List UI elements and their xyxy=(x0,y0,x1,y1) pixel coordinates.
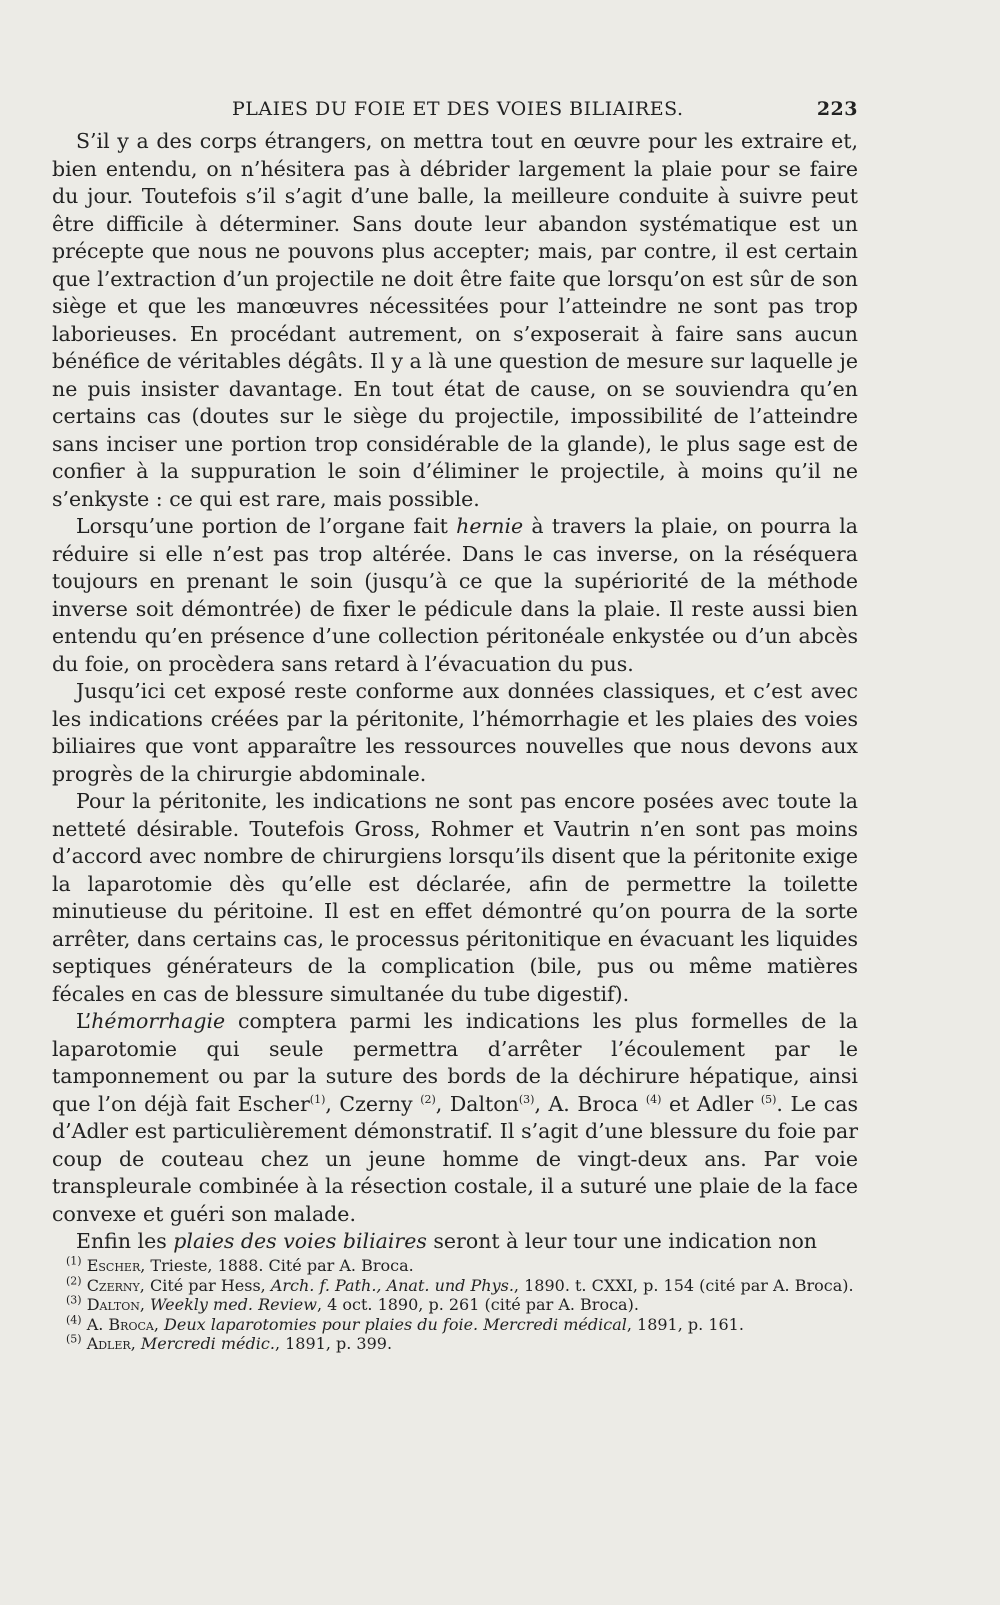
emphasis-voies-biliaires: plaies des voies biliaires xyxy=(173,1229,427,1253)
body-text xyxy=(52,128,858,1256)
emphasis-hernie: hernie xyxy=(456,514,524,538)
running-head xyxy=(52,98,858,128)
footnote-ref-3[interactable]: (3) xyxy=(518,1092,535,1106)
footnote-ref-4[interactable]: (4) xyxy=(645,1092,662,1106)
paragraph-hernia: Lorsqu’une portion de l’organe fait hernie à travers la plaie, on pourra la réduire si elle n’est pas trop altérée. Dans le cas inverse, on la réséquera toujours en prenant le soin (jusqu’à ce que la supériorité de la méthode inverse soit démontrée) de fixer le pédicule dans la plaie. Il reste aussi bien entendu qu’en présence d’une collection péritonéale enkystée ou d’un abcès du foie, on procèdera sans retard à l’évacuation du pus. xyxy=(52,514,858,676)
footnote-4: $^{(4)}$ A. Broca, Deux laparotomies pour plaies du foie. Mercredi médical, 1891, p. 161. xyxy=(66,1313,744,1334)
footnote-1: $^{(1)}$ Escher, Trieste, 1888. Cité par A. Broca. xyxy=(66,1254,414,1275)
emphasis-hemorrhagie: hémorrhagie xyxy=(91,1009,226,1033)
footnotes xyxy=(52,1256,858,1354)
paragraph-classical-data: Jusqu’ici cet exposé reste conforme aux données classiques, et c’est avec les indications créées par la péritonite, l’hémorrhagie et les plaies des voies biliaires que vont apparaître les ressources nouvelles que nous devons aux progrès de la chirurgie abdominale. xyxy=(52,679,858,786)
footnote-5: $^{(5)}$ Adler, Mercredi médic., 1891, p. 399. xyxy=(66,1332,393,1353)
running-title: PLAIES DU FOIE ET DES VOIES BILIAIRES. xyxy=(232,98,684,120)
footnote-ref-5[interactable]: (5) xyxy=(760,1092,777,1106)
footnote-2: $^{(2)}$ Czerny, Cité par Hess, Arch. f. Path., Anat. und Phys., 1890. t. CXXI, p. 154 (cité par A. Broca). xyxy=(66,1274,854,1295)
paragraph-hemorrhage: L’hémorrhagie comptera parmi les indications les plus formelles de la laparotomie qui seule permettra d’arrêter l’écoulement par le tamponnement ou par la suture des bords de la déchirure hépatique, ainsi que l’on déjà fait Escher$^{(1)}$, Czerny $^{(2)}$, Dalton$^{(3)}$, A. Broca $^{(4)}$ et Adler $^{(5)}$. Le cas d’Adler est particulièrement démonstratif. Il s’agit d’une blessure du foie par coup de couteau chez un jeune homme de vingt-deux ans. Par voie transpleurale combinée à la résection costale, il a suturé une plaie de la face convexe et guéri son malade. xyxy=(52,1009,858,1226)
footnote-ref-2[interactable]: (2) xyxy=(420,1092,436,1106)
paragraph-foreign-bodies: S’il y a des corps étrangers, on mettra tout en œuvre pour les extraire et, bien entendu, on n’hésitera pas à débrider largement la plaie pour se faire du jour. Toutefois s’il s’agit d’une balle, la meilleure conduite à suivre peut être difficile à déterminer. Sans doute leur abandon systématique est un précepte que nous ne pouvons plus accepter; mais, par contre, il est certain que l’extraction d’un projectile ne doit être faite que lorsqu’on est sûr de son siège et que les manœuvres nécessitées pour l’atteindre ne sont pas trop laborieuses. En procédant autrement, on s’exposerait à faire sans aucun bénéfice de véritables dégâts. Il y a là une question de mesure sur laquelle je ne puis insister davantage. En tout état de cause, on se souviendra qu’en certains cas (doutes sur le siège du projectile, impossibilité de l’atteindre sans inciser une portion trop considérable de la glande), le plus sage est de confier à la suppuration le soin d’éliminer le projectile, à moins qu’il ne s’enkyste : ce qui est rare, mais possible. xyxy=(52,129,858,511)
page-number: 223 xyxy=(816,98,858,120)
footnote-3: $^{(3)}$ Dalton, Weekly med. Review, 4 oct. 1890, p. 261 (cité par A. Broca). xyxy=(66,1293,639,1314)
paragraph-biliary: Enfin les plaies des voies biliaires seront à leur tour une indication non xyxy=(76,1229,818,1253)
footnote-ref-1[interactable]: (1) xyxy=(309,1092,326,1106)
paragraph-peritonitis: Pour la péritonite, les indications ne sont pas encore posées avec toute la netteté désirable. Toutefois Gross, Rohmer et Vautrin n’en sont pas moins d’accord avec nombre de chirurgiens lorsqu’ils disent que la péritonite exige la laparotomie dès qu’elle est déclarée, afin de permettre la toilette minutieuse du péritoine. Il est en effet démontré qu’on pourra de la sorte arrêter, dans certains cas, le processus péritonitique en évacuant les liquides septiques générateurs de la complication (bile, pus ou même matières fécales en cas de blessure simultanée du tube digestif). xyxy=(52,789,858,1006)
